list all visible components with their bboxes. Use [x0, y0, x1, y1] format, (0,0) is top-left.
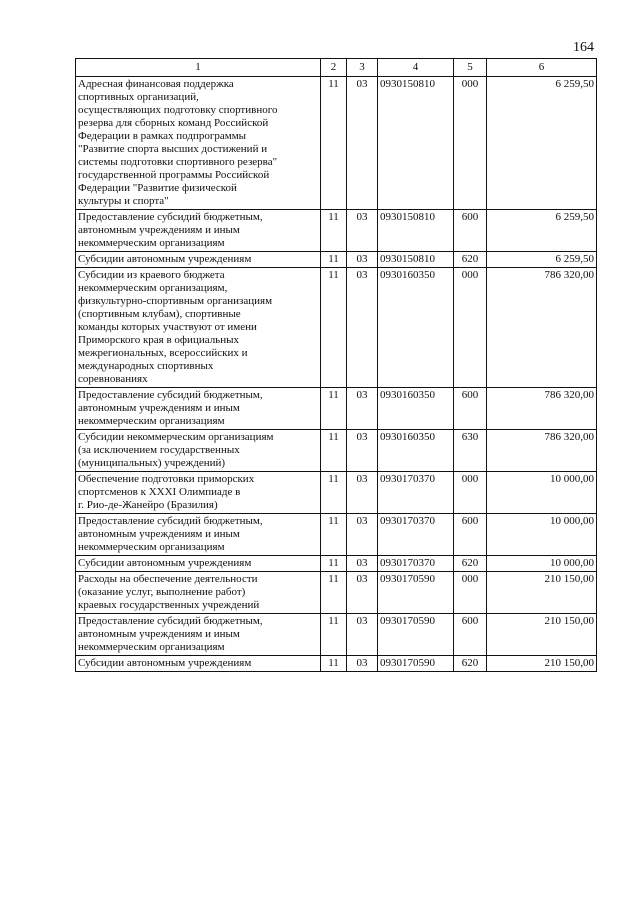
- description-line: резерва для сборных команд Российской: [78, 117, 269, 129]
- target-article-code: 0930160350: [378, 430, 454, 472]
- description-line: Субсидии автономным учреждениям: [78, 557, 252, 569]
- row-description: [76, 614, 321, 656]
- section-code: 11: [321, 77, 347, 210]
- description-line: соревнованиях: [78, 373, 148, 385]
- header-col-6: 6: [487, 59, 597, 77]
- header-col-1: 1: [76, 59, 321, 77]
- expense-type-code: 600: [454, 614, 487, 656]
- description-line: межрегиональных, всероссийских и: [78, 347, 248, 359]
- table-row: [76, 268, 597, 388]
- section-code: 11: [321, 656, 347, 672]
- header-col-4: 4: [378, 59, 454, 77]
- row-description: [76, 572, 321, 614]
- description-line: системы подготовки спортивного резерва": [78, 156, 278, 168]
- description-line: Субсидии некоммерческим организациям: [78, 431, 274, 443]
- target-article-code: 0930150810: [378, 210, 454, 252]
- amount: 6 259,50: [487, 210, 597, 252]
- subsection-code: 03: [347, 656, 378, 672]
- budget-table: [75, 58, 597, 672]
- row-description: [76, 472, 321, 514]
- description-line: Федерации "Развитие физической: [78, 182, 237, 194]
- target-article-code: 0930170590: [378, 572, 454, 614]
- table-row: [76, 210, 597, 252]
- description-line: Предоставление субсидий бюджетным,: [78, 615, 263, 627]
- table-row: [76, 614, 597, 656]
- description-line: г. Рио-де-Жанейро (Бразилия): [78, 499, 218, 511]
- section-code: 11: [321, 388, 347, 430]
- expense-type-code: 620: [454, 556, 487, 572]
- subsection-code: 03: [347, 556, 378, 572]
- amount: 786 320,00: [487, 388, 597, 430]
- table-row: [76, 556, 597, 572]
- table-row: [76, 252, 597, 268]
- expense-type-code: 620: [454, 252, 487, 268]
- description-line: Предоставление субсидий бюджетным,: [78, 211, 263, 223]
- subsection-code: 03: [347, 572, 378, 614]
- description-line: автономным учреждениям и иным: [78, 224, 240, 236]
- header-col-5: 5: [454, 59, 487, 77]
- description-line: физкультурно-спортивным организациям: [78, 295, 273, 307]
- section-code: 11: [321, 252, 347, 268]
- target-article-code: 0930150810: [378, 252, 454, 268]
- description-line: автономным учреждениям и иным: [78, 528, 240, 540]
- description-line: культуры и спорта": [78, 195, 169, 207]
- subsection-code: 03: [347, 430, 378, 472]
- table-row: [76, 514, 597, 556]
- amount: 10 000,00: [487, 514, 597, 556]
- target-article-code: 0930160350: [378, 268, 454, 388]
- amount: 786 320,00: [487, 268, 597, 388]
- description-line: Федерации в рамках подпрограммы: [78, 130, 247, 142]
- description-line: (оказание услуг, выполнение работ): [78, 586, 246, 598]
- expense-type-code: 000: [454, 572, 487, 614]
- expense-type-code: 630: [454, 430, 487, 472]
- expense-type-code: 620: [454, 656, 487, 672]
- description-line: (спортивным клубам), спортивные: [78, 308, 241, 320]
- description-line: осуществляющих подготовку спортивного: [78, 104, 278, 116]
- description-line: некоммерческим организациям,: [78, 282, 228, 294]
- amount: 210 150,00: [487, 614, 597, 656]
- page-number: 164: [573, 40, 594, 55]
- target-article-code: 0930160350: [378, 388, 454, 430]
- description-line: Предоставление субсидий бюджетным,: [78, 389, 263, 401]
- section-code: 11: [321, 430, 347, 472]
- expense-type-code: 600: [454, 388, 487, 430]
- amount: 6 259,50: [487, 252, 597, 268]
- row-description: [76, 556, 321, 572]
- amount: 210 150,00: [487, 572, 597, 614]
- header-col-3: 3: [347, 59, 378, 77]
- description-line: Обеспечение подготовки приморских: [78, 473, 255, 485]
- header-col-2: 2: [321, 59, 347, 77]
- row-description: [76, 77, 321, 210]
- subsection-code: 03: [347, 268, 378, 388]
- section-code: 11: [321, 268, 347, 388]
- description-line: спортивных организаций,: [78, 91, 199, 103]
- row-description: [76, 430, 321, 472]
- subsection-code: 03: [347, 77, 378, 210]
- subsection-code: 03: [347, 388, 378, 430]
- description-line: спортсменов к XXXI Олимпиаде в: [78, 486, 241, 498]
- description-line: Приморского края в официальных: [78, 334, 239, 346]
- section-code: 11: [321, 472, 347, 514]
- table-row: [76, 572, 597, 614]
- amount: 786 320,00: [487, 430, 597, 472]
- description-line: команды которых участвуют от имени: [78, 321, 257, 333]
- description-line: автономным учреждениям и иным: [78, 628, 240, 640]
- table-header: [76, 59, 597, 77]
- description-line: "Развитие спорта высших достижений и: [78, 143, 268, 155]
- description-line: Субсидии из краевого бюджета: [78, 269, 225, 281]
- description-line: некоммерческим организациям: [78, 237, 225, 249]
- header-row: [76, 59, 597, 77]
- row-description: [76, 388, 321, 430]
- table-row: [76, 77, 597, 210]
- expense-type-code: 600: [454, 210, 487, 252]
- section-code: 11: [321, 514, 347, 556]
- table-body: [76, 77, 597, 672]
- description-line: государственной программы Российской: [78, 169, 270, 181]
- table-row: [76, 430, 597, 472]
- subsection-code: 03: [347, 514, 378, 556]
- row-description: [76, 252, 321, 268]
- subsection-code: 03: [347, 252, 378, 268]
- row-description: [76, 656, 321, 672]
- row-description: [76, 210, 321, 252]
- expense-type-code: 600: [454, 514, 487, 556]
- description-line: некоммерческим организациям: [78, 415, 225, 427]
- table-row: [76, 656, 597, 672]
- section-code: 11: [321, 614, 347, 656]
- description-line: международных спортивных: [78, 360, 214, 372]
- target-article-code: 0930170590: [378, 614, 454, 656]
- amount: 210 150,00: [487, 656, 597, 672]
- target-article-code: 0930170370: [378, 472, 454, 514]
- section-code: 11: [321, 210, 347, 252]
- target-article-code: 0930170370: [378, 556, 454, 572]
- amount: 10 000,00: [487, 472, 597, 514]
- description-line: (муниципальных) учреждений): [78, 457, 226, 469]
- target-article-code: 0930150810: [378, 77, 454, 210]
- amount: 6 259,50: [487, 77, 597, 210]
- description-line: Субсидии автономным учреждениям: [78, 657, 252, 669]
- expense-type-code: 000: [454, 77, 487, 210]
- expense-type-code: 000: [454, 472, 487, 514]
- amount: 10 000,00: [487, 556, 597, 572]
- table-row: [76, 472, 597, 514]
- subsection-code: 03: [347, 614, 378, 656]
- table-row: [76, 388, 597, 430]
- section-code: 11: [321, 556, 347, 572]
- subsection-code: 03: [347, 472, 378, 514]
- description-line: Расходы на обеспечение деятельности: [78, 573, 258, 585]
- expense-type-code: 000: [454, 268, 487, 388]
- description-line: Субсидии автономным учреждениям: [78, 253, 252, 265]
- section-code: 11: [321, 572, 347, 614]
- description-line: некоммерческим организациям: [78, 641, 225, 653]
- row-description: [76, 268, 321, 388]
- description-line: Адресная финансовая поддержка: [78, 78, 234, 90]
- description-line: (за исключением государственных: [78, 444, 240, 456]
- description-line: краевых государственных учреждений: [78, 599, 260, 611]
- target-article-code: 0930170370: [378, 514, 454, 556]
- description-line: некоммерческим организациям: [78, 541, 225, 553]
- description-line: автономным учреждениям и иным: [78, 402, 240, 414]
- description-line: Предоставление субсидий бюджетным,: [78, 515, 263, 527]
- target-article-code: 0930170590: [378, 656, 454, 672]
- subsection-code: 03: [347, 210, 378, 252]
- row-description: [76, 514, 321, 556]
